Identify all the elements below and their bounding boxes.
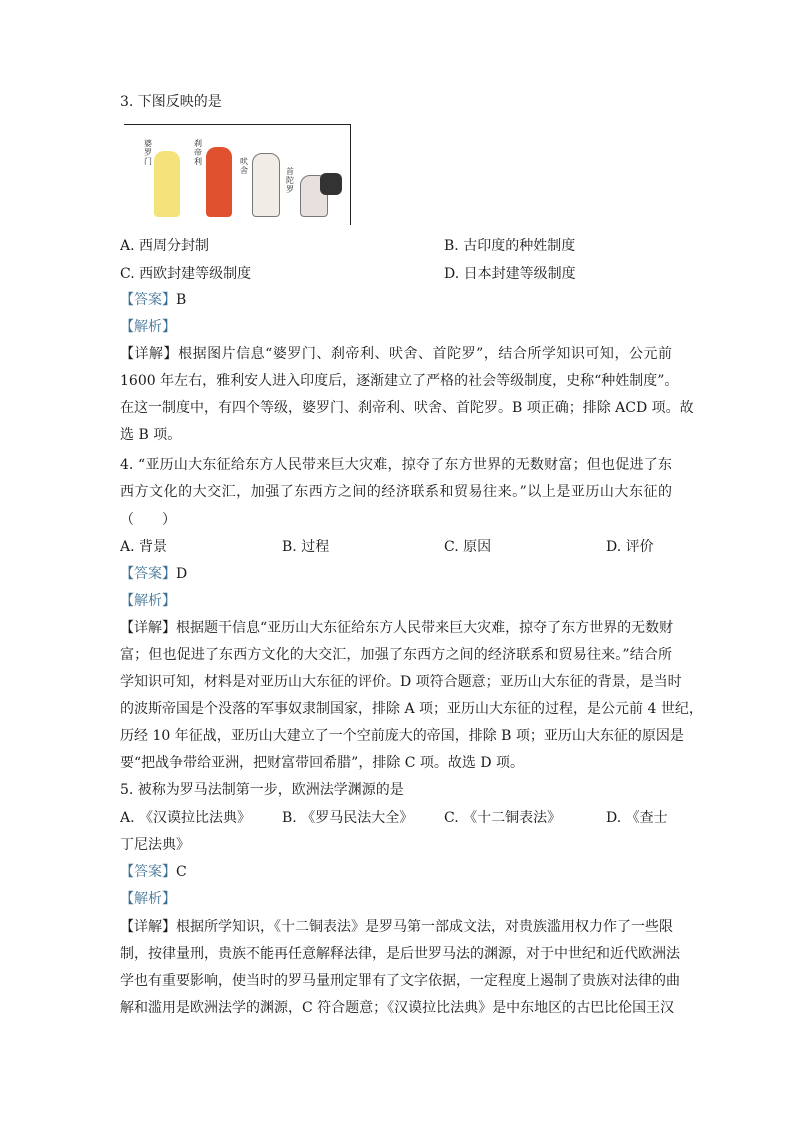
sack-icon <box>320 173 342 195</box>
q3-detail-line <box>120 344 672 364</box>
q3-option-d: D. 日本封建等级制度 <box>444 266 576 282</box>
figure-label-vaishya: 吠舍 <box>240 157 248 175</box>
q3-detail-line: 在这一制度中，有四个等级，婆罗门、刹帝利、吠舍、首陀罗。B 项正确；排除 ACD 项。故 <box>120 400 694 416</box>
brahmin-figure <box>154 151 180 217</box>
question-4-stem: 4. “亚历山大东征给东方人民带来巨大灾难，掠夺了东方世界的无数财富；但也促进了东 <box>120 457 672 473</box>
q3-detail-line: 1600 年左右，雅利安人进入印度后，逐渐建立了严格的社会等级制度，史称“种姓制度”。 <box>120 373 679 389</box>
q5-option-d-continued: 丁尼法典》 <box>120 837 190 853</box>
q5-detail-line <box>120 917 672 937</box>
q4-detail-line <box>120 618 672 638</box>
question-5-stem: 5. 被称为罗马法制第一步，欧洲法学渊源的是 <box>120 782 404 798</box>
q4-detail-line: 要“把战争带给亚洲，把财富带回希腊”，排除 C 项。故选 D 项。 <box>120 755 525 771</box>
q4-option-a: A. 背景 <box>120 539 168 555</box>
kshatriya-figure <box>206 147 232 217</box>
question-3-stem: 3. 下图反映的是 <box>120 94 222 110</box>
detail-tag: 【详解】 <box>120 346 179 362</box>
q5-detail-line: 制，按律量刑，贵族不能再任意解释法律，是后世罗马法的渊源，对于中世纪和近代欧洲法 <box>120 946 680 962</box>
q5-option-c: C. 《十二铜表法》 <box>444 810 562 826</box>
q5-answer <box>120 862 672 882</box>
q4-option-d: D. 评价 <box>606 539 654 555</box>
answer-value: D <box>176 566 188 582</box>
q4-option-c: C. 原因 <box>444 539 492 555</box>
figure-label-shudra: 首陀罗 <box>286 167 294 194</box>
q4-detail-line: 的波斯帝国是个没落的军事奴隶制国家，排除 A 项；亚历山大东征的过程，是公元前 4 世纪， <box>120 701 703 717</box>
q5-analysis-tag: 【解析】 <box>120 891 176 907</box>
detail-text: 根据所学知识，《十二铜表法》是罗马第一部成文法，对贵族滥用权力作了一些限 <box>176 919 673 935</box>
q3-detail-line: 选 B 项。 <box>120 427 182 443</box>
detail-text: 根据图片信息“婆罗门、刹帝利、吠舍、首陀罗”，结合所学知识可知，公元前 <box>178 346 673 362</box>
q5-option-d: D. 《查士 <box>606 810 668 826</box>
question-4-stem: 西方文化的大交汇，加强了东西方之间的经济联系和贸易往来。”以上是亚历山大东征的 <box>120 484 672 500</box>
question-4-blank: （ ） <box>120 512 176 528</box>
q4-detail-line: 历经 10 年征战，亚历山大建立了一个空前庞大的帝国，排除 B 项；亚历山大东征的原因是 <box>120 728 684 744</box>
answer-tag: 【答案】 <box>120 292 176 308</box>
q4-analysis-tag: 【解析】 <box>120 593 176 609</box>
q3-option-a: A. 西周分封制 <box>120 238 210 254</box>
q5-option-b: B. 《罗马民法大全》 <box>282 810 414 826</box>
q4-option-b: B. 过程 <box>282 539 330 555</box>
figure-label-kshatriya: 刹帝利 <box>194 139 202 166</box>
q4-detail-line: 富；但也促进了东西方文化的大交汇，加强了东西方之间的经济联系和贸易往来。”结合所 <box>120 647 672 663</box>
answer-tag: 【答案】 <box>120 864 176 880</box>
caste-system-figure <box>124 124 351 225</box>
answer-value: B <box>176 292 187 308</box>
q3-option-b: B. 古印度的种姓制度 <box>444 238 576 254</box>
detail-tag: 【详解】 <box>120 620 176 636</box>
answer-tag: 【答案】 <box>120 566 176 582</box>
q4-answer <box>120 564 672 584</box>
q4-detail-line: 学知识可知，材料是对亚历山大东征的评价。D 项符合题意；亚历山大东征的背景，是当时 <box>120 674 682 690</box>
q5-detail-line: 解和滥用是欧洲法学的渊源，C 符合题意；《汉谟拉比法典》是中东地区的古巴比伦国王汉 <box>120 1000 675 1016</box>
q5-detail-line: 学也有重要影响，使当时的罗马量刑定罪有了文字依据，一定程度上遏制了贵族对法律的曲 <box>120 973 680 989</box>
figure-label-brahmin: 婆罗门 <box>144 139 152 166</box>
detail-tag: 【详解】 <box>120 919 176 935</box>
q5-option-a: A. 《汉谟拉比法典》 <box>120 810 252 826</box>
answer-value: C <box>176 864 187 880</box>
vaishya-figure <box>252 153 280 217</box>
q3-analysis-tag: 【解析】 <box>120 319 176 335</box>
q3-option-c: C. 西欧封建等级制度 <box>120 266 252 282</box>
q3-answer <box>120 290 672 310</box>
detail-text: 根据题干信息“亚历山大东征给东方人民带来巨大灾难，掠夺了东方世界的无数财 <box>176 620 674 636</box>
